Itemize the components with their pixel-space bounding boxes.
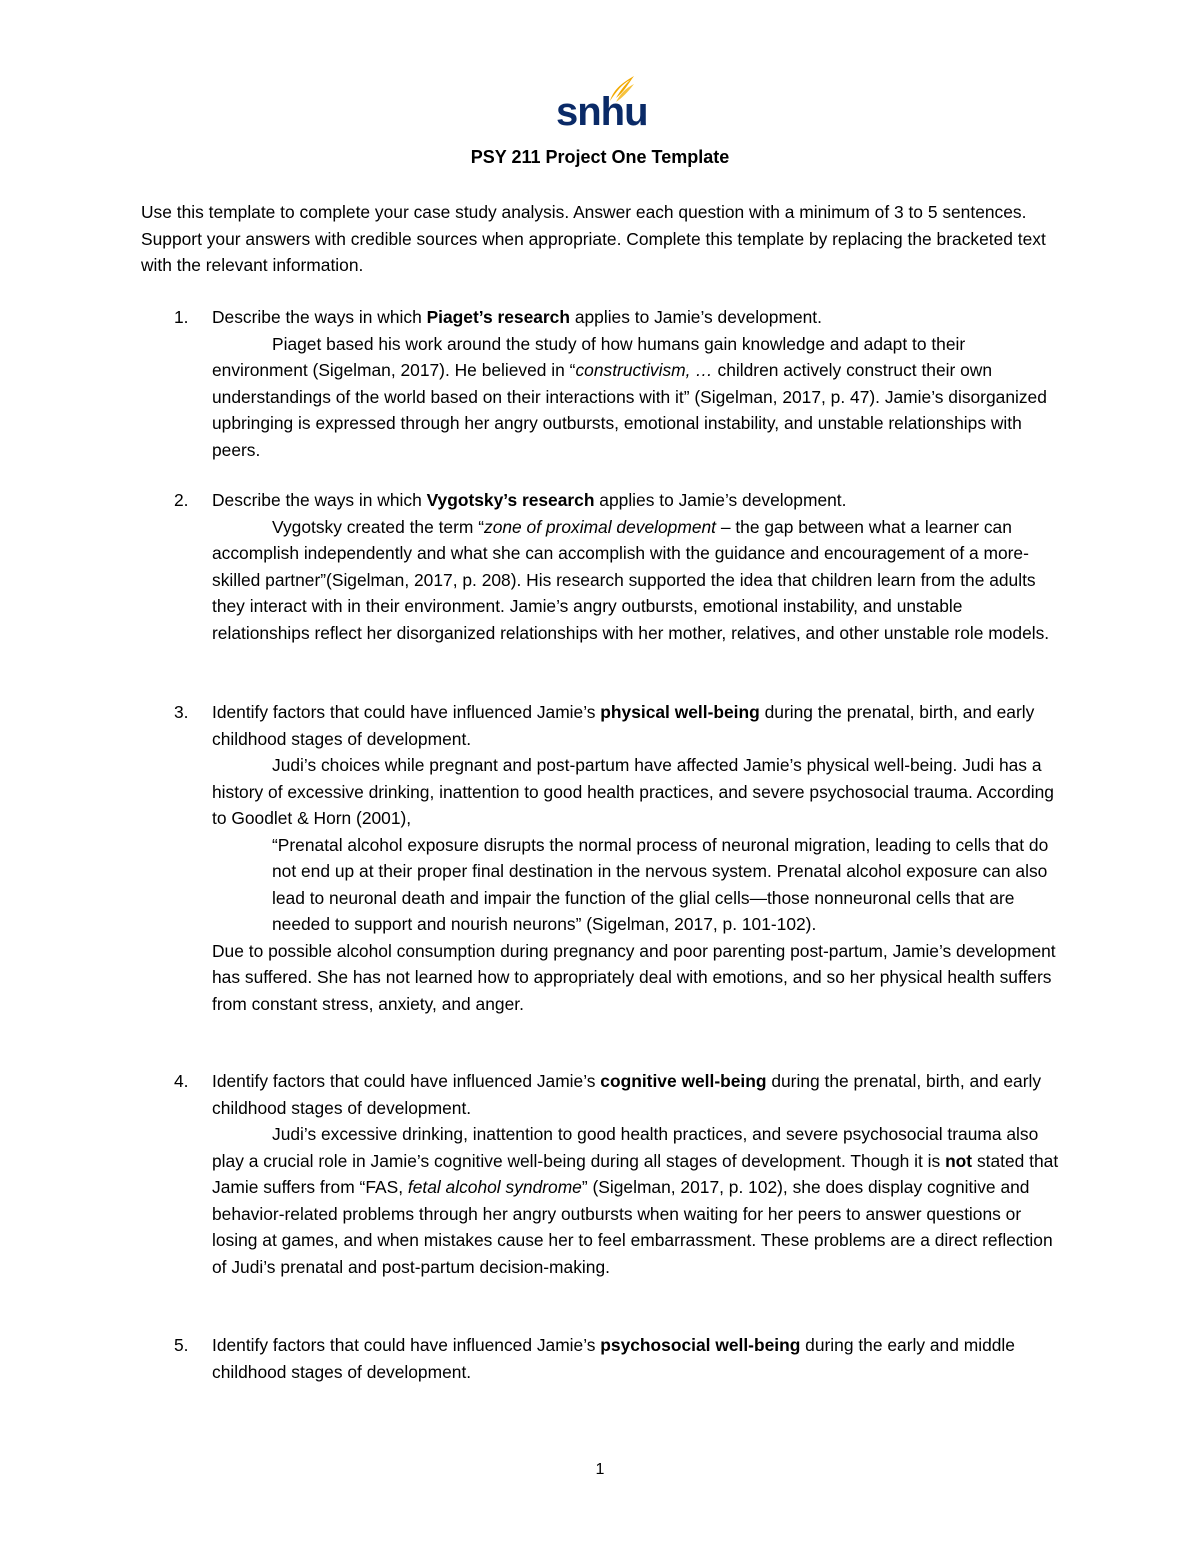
snhu-logo: [556, 74, 648, 134]
question-prompt: Describe the ways in which Piaget’s research applies to Jamie’s development.: [212, 307, 822, 327]
question-prompt: Identify factors that could have influenced Jamie’s psychosocial well-being during the early and middle childhood stages of development.: [212, 1335, 1015, 1382]
question-number: 1.: [174, 307, 189, 327]
question-3: [141, 699, 1061, 1017]
question-number: 3.: [174, 702, 189, 722]
question-number: 5.: [174, 1335, 189, 1355]
question-5: [141, 1332, 1061, 1385]
question-prompt: Identify factors that could have influenced Jamie’s cognitive well-being during the prenatal, birth, and early childhood stages of development.: [212, 1071, 1042, 1118]
question-number: 2.: [174, 490, 189, 510]
question-answer: Judi’s excessive drinking, inattention to good health practices, and severe psychosocial trauma also play a crucial role in Jamie’s cognitive well-being during all stages of development. Though it is not stated that Jamie suffers from “FAS, fetal alcohol syndrome” (Sigelman, 2017, p. 102), she does display cognitive and behavior-related problems through her angry outbursts when waiting for her peers to answer questions or losing at games, and when mistakes cause her to feel embarrassment. These problems are a direct reflection of Judi’s prenatal and post-partum decision-making.: [212, 1124, 1059, 1277]
question-prompt: Identify factors that could have influenced Jamie’s physical well-being during the prenatal, birth, and early childhood stages of development.: [212, 702, 1035, 749]
page-number: 1: [595, 1461, 605, 1478]
question-answer-continued: Due to possible alcohol consumption during pregnancy and poor parenting post-partum, Jamie’s development has suffered. She has not learned how to appropriately deal with emotions, and so her physical health suffers from constant stress, anxiety, and anger.: [212, 940, 1056, 1014]
block-quote: “Prenatal alcohol exposure disrupts the normal process of neuronal migration, leading to cells that do not end up at their proper final destination in the nervous system. Prenatal alcohol exposure can also lead to neuronal death and impair the function of the glial cells—those nonneuronal cells that are needed to support and nourish neurons” (Sigelman, 2017, p. 101-102).: [272, 834, 1049, 934]
question-answer: Piaget based his work around the study of how humans gain knowledge and adapt to their environment (Sigelman, 2017). He believed in “constructivism, … children actively construct their own understandings of the world based on their interactions with it” (Sigelman, 2017, p. 47). Jamie’s disorganized upbringing is expressed through her angry outbursts, emotional instability, and unstable relationships with peers.: [212, 333, 1047, 460]
question-answer: Vygotsky created the term “zone of proximal development – the gap between what a learner can accomplish independently and what she can accomplish with the guidance and encouragement of a more-skilled partner”(Sigelman, 2017, p. 208). His research supported the idea that children learn from the adults they interact with in their environment. Jamie’s angry outbursts, emotional instability, and unstable relationships reflect her disorganized relationships with her mother, relatives, and other unstable role models.: [212, 516, 1050, 643]
question-1: [141, 304, 1061, 463]
document-title: PSY 211 Project One Template: [470, 147, 730, 167]
question-2: [141, 487, 1061, 646]
question-number: 4.: [174, 1071, 189, 1091]
question-4: [141, 1068, 1061, 1280]
question-prompt: Describe the ways in which Vygotsky’s research applies to Jamie’s development.: [212, 490, 847, 510]
intro-paragraph: Use this template to complete your case study analysis. Answer each question with a minimum of 3 to 5 sentences. Support your answers with credible sources when appropriate. Complete this template by replacing the bracketed text with the relevant information.: [141, 202, 1046, 275]
logo-wordmark: snhu: [556, 90, 648, 134]
question-answer: Judi’s choices while pregnant and post-partum have affected Jamie’s physical well-being. Judi has a history of excessive drinking, inattention to good health practices, and severe psychosocial trauma. According to Goodlet & Horn (2001),: [212, 755, 1054, 828]
